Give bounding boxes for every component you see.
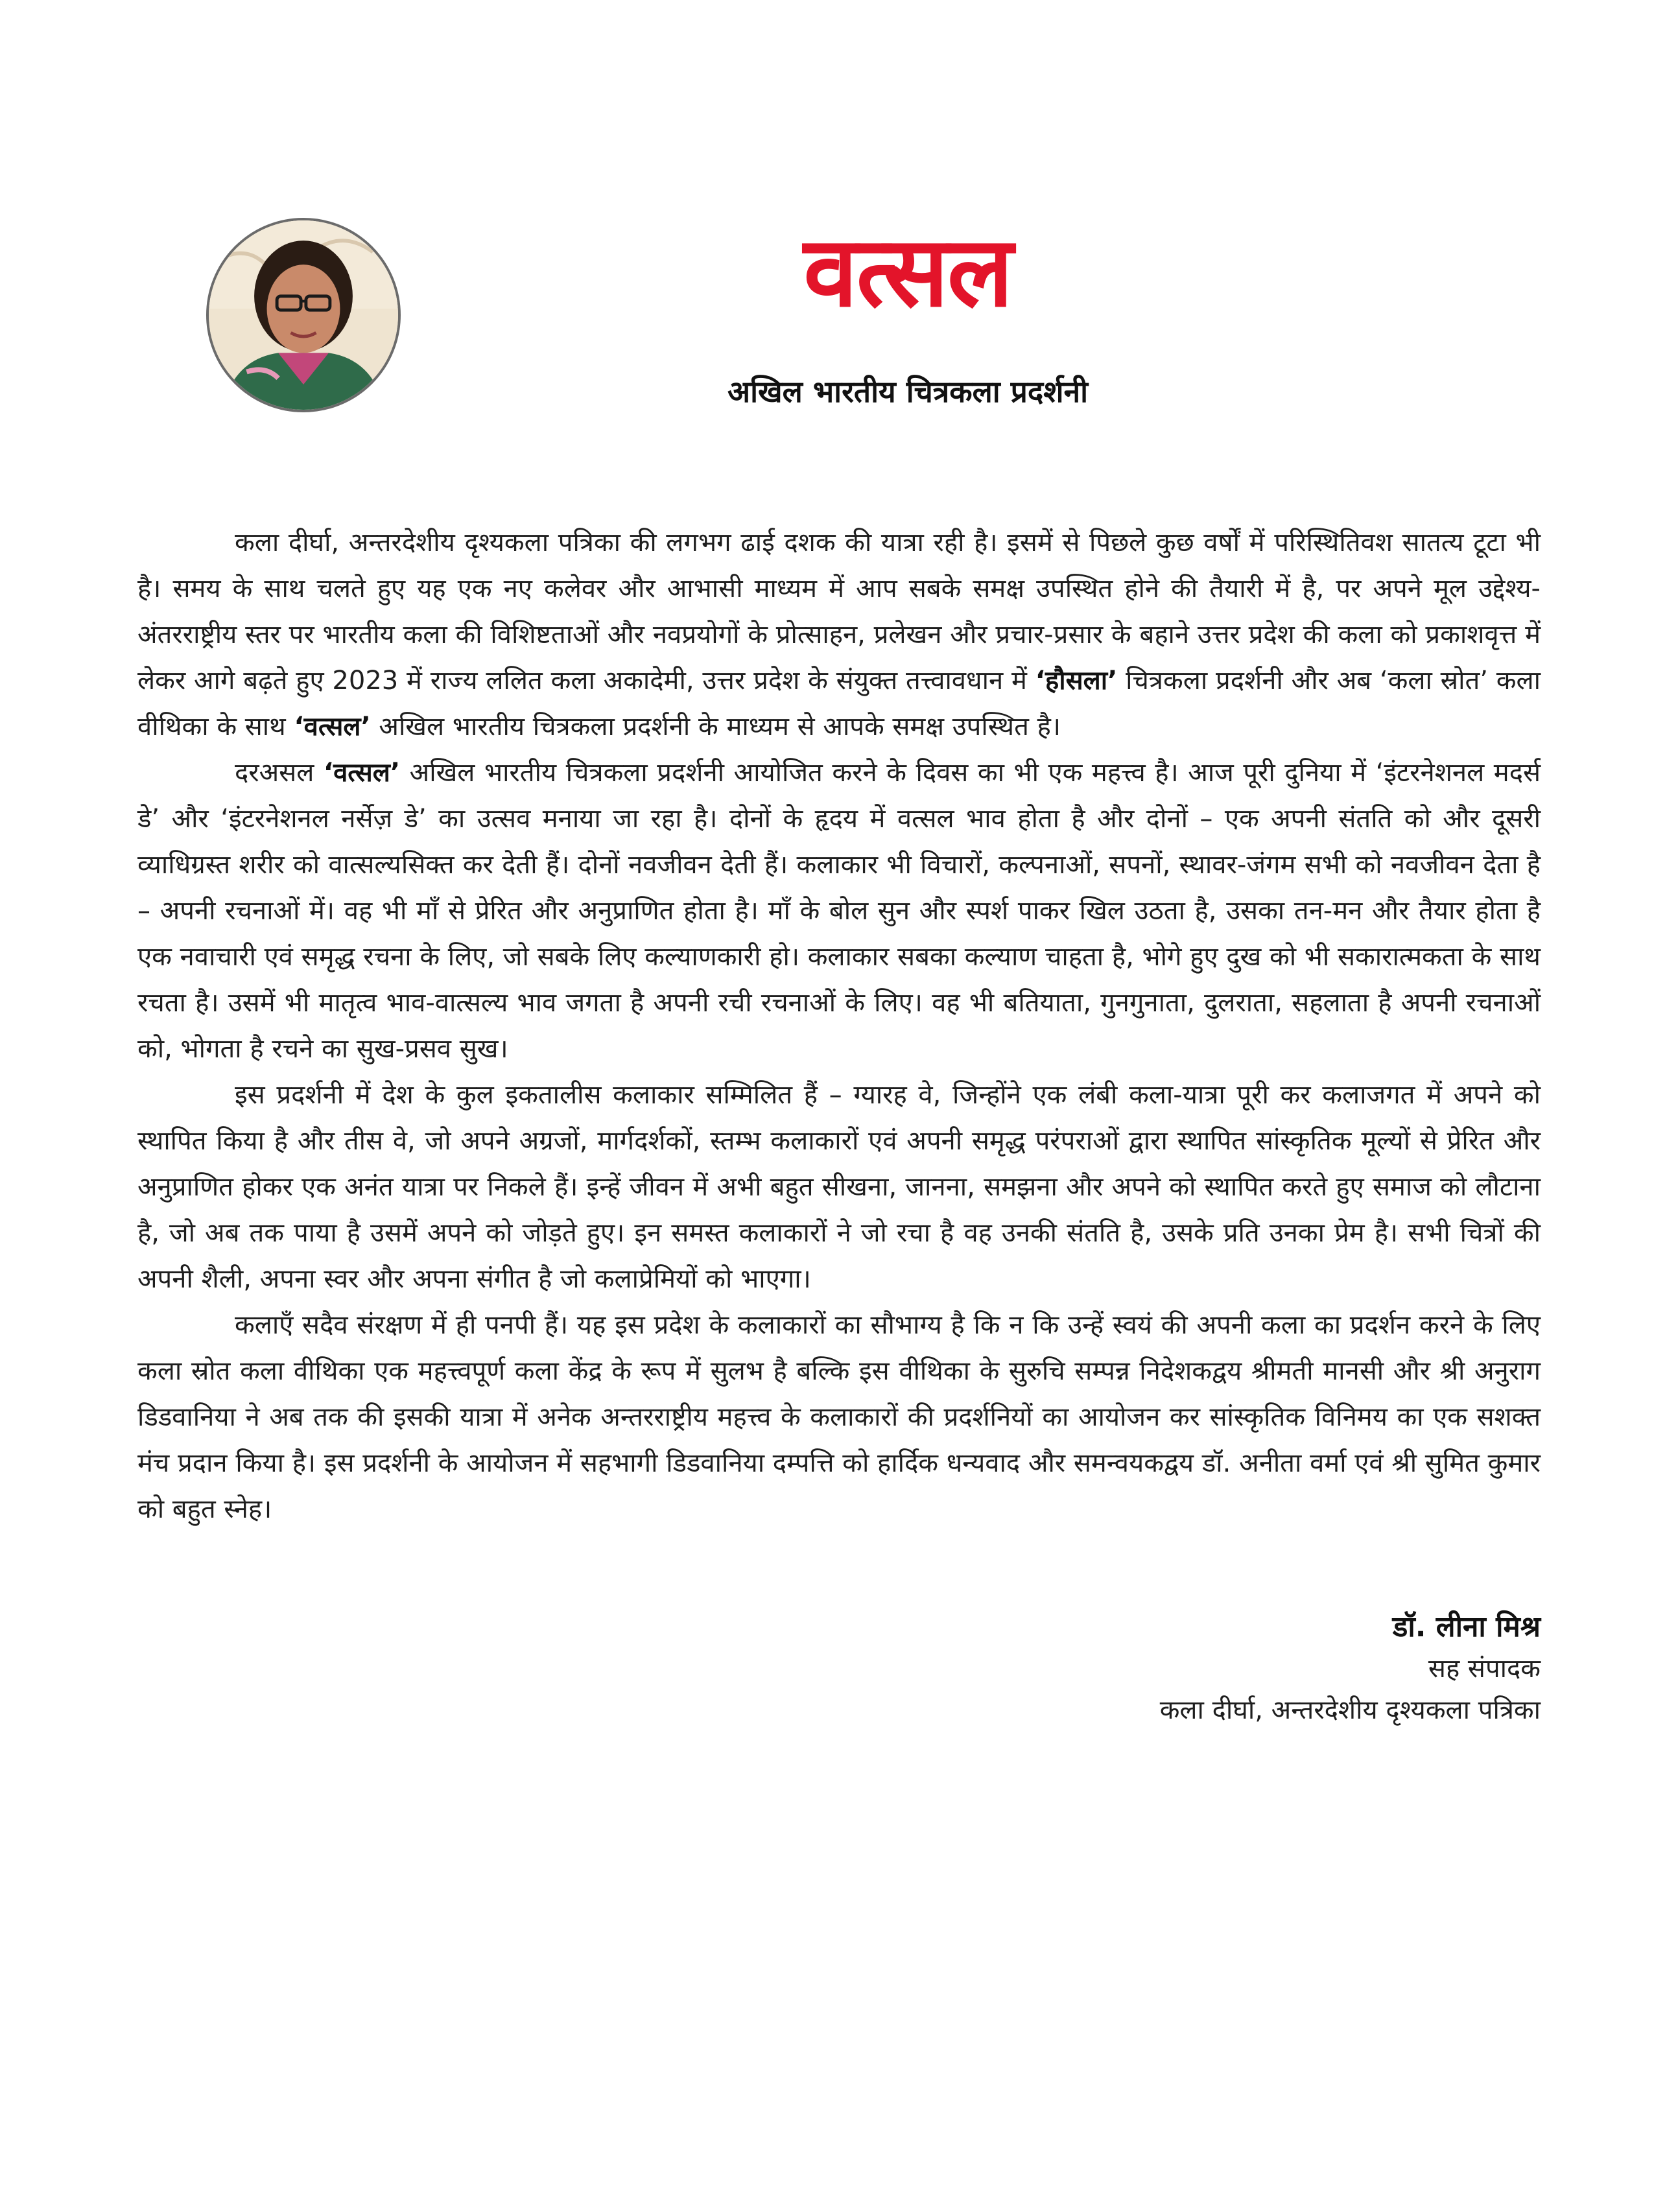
paragraph-1-text-c: चित्रकला प्रदर्शनी और अब ‘कला स्रोत’ कला वीथिका के साथ (137, 666, 1541, 742)
paragraph-2-text-c: अखिल भारतीय चित्रकला प्रदर्शनी आयोजित करने के दिवस का भी एक महत्त्व है। आज पूरी दुनिया में ‘इंटरनेशनल मदर्स डे’ और ‘इंटरनेशनल नर्सेज़ डे’ का उत्सव मनाया जा रहा है। दोनों के हृदय में वत्सल भाव होता है और दोनों – एक अपनी संतति को और दूसरी व्याधिग्रस्त शरीर को वात्सल्यसिक्त कर देती हैं। दोनों नवजीवन देती हैं। कलाकार भी विचारों, कल्पनाओं, सपनों, स्थावर-जंगम सभी को नवजीवन देता है – अपनी रचनाओं में। वह भी माँ से प्रेरित और अनुप्राणित होता है। माँ के बोल सुन और स्पर्श पाकर खिल उठता है, उसका तन-मन और तैयार होता है एक नवाचारी एवं समृद्ध रचना के लिए, जो सबके लिए कल्याणकारी हो। कलाकार सबका कल्याण चाहता है, भोगे हुए दुख को भी सकारात्मकता के साथ रचता है। उसमें भी मातृत्व भाव-वात्सल्य भाव जगता है अपनी रची रचनाओं के लिए। वह भी बतियाता, गुनगुनाता, दुलराता, सहलाता है अपनी रचनाओं को, भोगता है रचने का सुख-प्रसव सुख। (137, 758, 1541, 1064)
exhibition-title: वत्सल (803, 216, 1012, 329)
author-role: सह संपादक (1428, 1654, 1541, 1684)
author-portrait (206, 218, 401, 412)
paragraph-2 (137, 750, 1541, 1072)
paragraph-3: इस प्रदर्शनी में देश के कुल इकतालीस कलाकार सम्मिलित हैं – ग्यारह वे, जिन्होंने एक लंबी कला-यात्रा पूरी कर कलाजगत में अपने को स्थापित किया है और तीस वे, जो अपने अग्रजों, मार्गदर्शकों, स्तम्भ कलाकारों एवं अपनी समृद्ध परंपराओं द्वारा स्थापित सांस्कृतिक मूल्यों से प्रेरित और अनुप्राणित होकर एक अनंत यात्रा पर निकले हैं। इन्हें जीवन में अभी बहुत सीखना, जानना, समझना और अपने को स्थापित करते हुए समाज को लौटाना है, जो अब तक पाया है उसमें अपने को जोड़ते हुए। इन समस्त कलाकारों ने जो रचा है वह उनकी संतति है, उसके प्रति उनका प्रेम है। सभी चित्रों की अपनी शैली, अपना स्वर और अपना संगीत है जो कलाप्रेमियों को भाएगा। (137, 1080, 1541, 1294)
paragraph-4: कलाएँ सदैव संरक्षण में ही पनपी हैं। यह इस प्रदेश के कलाकारों का सौभाग्य है कि न कि उन्हें स्वयं की अपनी कला का प्रदर्शन करने के लिए कला स्रोत कला वीथिका एक महत्त्वपूर्ण कला केंद्र के रूप में सुलभ है बल्कि इस वीथिका के सुरुचि सम्पन्न निदेशकद्वय श्रीमती मानसी और श्री अनुराग डिडवानिया ने अब तक की इसकी यात्रा में अनेक अन्तरराष्ट्रीय महत्त्व के कलाकारों की प्रदर्शनियों का आयोजन कर सांस्कृतिक विनिमय का एक सशक्त मंच प्रदान किया है। इस प्रदर्शनी के आयोजन में सहभागी डिडवानिया दम्पत्ति को हार्दिक धन्यवाद और समन्वयकद्वय डॉ. अनीता वर्मा एवं श्री सुमित कुमार को बहुत स्नेह। (137, 1310, 1541, 1524)
paragraph-1-text-e: अखिल भारतीय चित्रकला प्रदर्शनी के माध्यम से आपके समक्ष उपस्थित है। (379, 712, 1061, 742)
vatsal-emphasis-2: ‘वत्सल’ (323, 758, 401, 788)
author-organization: कला दीर्घा, अन्तरदेशीय दृश्यकला पत्रिका (1159, 1695, 1541, 1725)
editorial-body (137, 520, 1541, 1533)
vatsal-emphasis: ‘वत्सल’ (294, 712, 371, 742)
exhibition-subtitle: अखिल भारतीय चित्रकला प्रदर्शनी (727, 374, 1089, 409)
paragraph-1-text-a: कला दीर्घा, अन्तरदेशीय दृश्यकला पत्रिका की लगभग ढाई दशक की यात्रा रही है। इसमें से पिछले कुछ वर्षों में परिस्थितिवश सातत्य टूटा भी है। समय के साथ चलते हुए यह एक नए कलेवर और आभासी माध्यम में आप सबके समक्ष उपस्थित होने की तैयारी में है, पर अपने मूल उद्देश्य-अंतरराष्ट्रीय स्तर पर भारतीय कला की विशिष्टताओं और नवप्रयोगों के प्रोत्साहन, प्रलेखन और प्रचार-प्रसार के बहाने उत्तर प्रदेश की कला को प्रकाशवृत्त में लेकर आगे बढ़ते हुए 2023 में राज्य ललित कला अकादेमी, उत्तर प्रदेश के संयुक्त तत्त्वावधान में (137, 528, 1541, 696)
signature-block (762, 1606, 1541, 1731)
author-portrait-icon (209, 220, 398, 410)
paragraph-2-text-a: दरअसल (235, 758, 314, 788)
paragraph-1 (137, 520, 1541, 750)
author-name: डॉ. लीना मिश्र (1392, 1610, 1541, 1643)
hausla-emphasis: ‘हौसला’ (1035, 666, 1118, 696)
